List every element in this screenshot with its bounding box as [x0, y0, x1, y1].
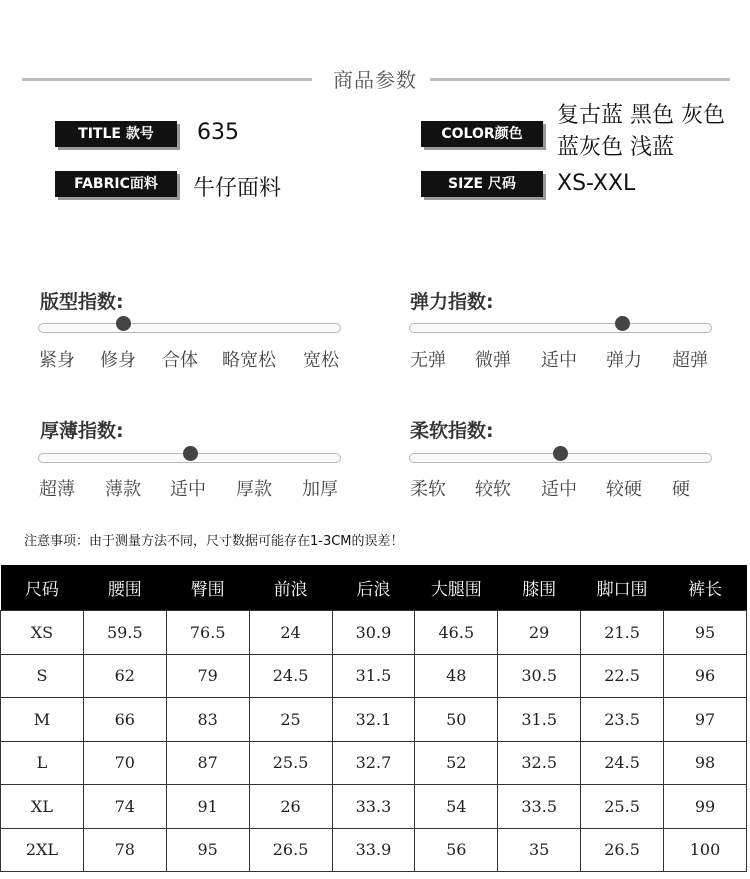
table-cell: 21.5: [581, 611, 664, 655]
table-cell: 35: [498, 828, 581, 872]
table-cell: XL: [1, 785, 84, 829]
table-cell: 31.5: [498, 698, 581, 742]
table-cell: 76.5: [166, 611, 249, 655]
header-rule-left: [22, 78, 312, 81]
elastic-index-track: [409, 323, 712, 333]
section-title: 商品参数: [333, 68, 417, 92]
size-table: [0, 565, 747, 872]
table-row: [1, 654, 747, 698]
table-cell: 74: [83, 785, 166, 829]
table-cell: 23.5: [581, 698, 664, 742]
table-cell: 22.5: [581, 654, 664, 698]
softness-option: 硬: [672, 479, 690, 500]
header-rule-right: [430, 78, 730, 81]
table-cell: 96: [664, 654, 747, 698]
column-header: 大腿围: [415, 565, 498, 611]
table-cell: 100: [664, 828, 747, 872]
table-cell: 32.7: [332, 741, 415, 785]
table-cell: 87: [166, 741, 249, 785]
fit-option: 紧身: [39, 350, 75, 371]
elastic-index-title: 弹力指数:: [410, 291, 494, 313]
fabric-value: 牛仔面料: [193, 176, 282, 201]
elastic-option: 微弹: [475, 350, 511, 371]
column-header: 裤长: [664, 565, 747, 611]
elastic-option: 适中: [541, 350, 577, 371]
column-header: 腰围: [83, 565, 166, 611]
table-cell: M: [1, 698, 84, 742]
measurement-notice: 注意事项：由于测量方法不同，尺寸数据可能存在1-3CM的误差！: [24, 534, 404, 549]
table-cell: 59.5: [83, 611, 166, 655]
thickness-index-marker: [183, 446, 198, 461]
table-cell: 62: [83, 654, 166, 698]
table-cell: 98: [664, 741, 747, 785]
fit-index-track: [38, 323, 341, 333]
thickness-option: 薄款: [105, 479, 141, 500]
table-cell: XS: [1, 611, 84, 655]
table-cell: 30.9: [332, 611, 415, 655]
fit-index-title: 版型指数:: [40, 291, 124, 313]
fit-option: 合体: [162, 350, 198, 371]
table-cell: 52: [415, 741, 498, 785]
table-cell: 24.5: [249, 654, 332, 698]
table-cell: 91: [166, 785, 249, 829]
table-cell: 66: [83, 698, 166, 742]
table-cell: 25.5: [249, 741, 332, 785]
table-cell: 54: [415, 785, 498, 829]
thickness-option: 厚款: [236, 479, 272, 500]
column-header: 臀围: [166, 565, 249, 611]
table-cell: 24.5: [581, 741, 664, 785]
table-row: [1, 698, 747, 742]
table-row: [1, 785, 747, 829]
table-cell: 70: [83, 741, 166, 785]
table-row: [1, 611, 747, 655]
color-value-line2: 蓝灰色 浅蓝: [557, 135, 674, 160]
softness-option: 适中: [541, 479, 577, 500]
elastic-option: 超弹: [672, 350, 708, 371]
column-header: 脚口围: [581, 565, 664, 611]
size-label: SIZE 尺码: [421, 171, 543, 197]
table-cell: 95: [166, 828, 249, 872]
color-value-line1: 复古蓝 黑色 灰色: [557, 103, 725, 128]
color-label: COLOR颜色: [421, 121, 543, 147]
table-cell: 31.5: [332, 654, 415, 698]
table-cell: 25: [249, 698, 332, 742]
thickness-option: 适中: [170, 479, 206, 500]
column-header: 膝围: [498, 565, 581, 611]
thickness-index-title: 厚薄指数:: [40, 420, 124, 442]
table-cell: 32.5: [498, 741, 581, 785]
softness-option: 较硬: [606, 479, 642, 500]
table-cell: 26.5: [581, 828, 664, 872]
fit-option: 宽松: [303, 350, 339, 371]
table-row: [1, 828, 747, 872]
table-header-row: [1, 565, 747, 611]
table-cell: 95: [664, 611, 747, 655]
table-cell: 30.5: [498, 654, 581, 698]
table-cell: 25.5: [581, 785, 664, 829]
table-cell: 33.5: [498, 785, 581, 829]
table-cell: 97: [664, 698, 747, 742]
table-cell: 26.5: [249, 828, 332, 872]
softness-option: 柔软: [410, 479, 446, 500]
elastic-option: 无弹: [410, 350, 446, 371]
table-cell: 83: [166, 698, 249, 742]
size-value: XS-XXL: [557, 171, 636, 196]
table-cell: 29: [498, 611, 581, 655]
table-cell: L: [1, 741, 84, 785]
table-cell: 2XL: [1, 828, 84, 872]
table-cell: 79: [166, 654, 249, 698]
table-cell: 26: [249, 785, 332, 829]
table-row: [1, 741, 747, 785]
column-header: 前浪: [249, 565, 332, 611]
softness-index-title: 柔软指数:: [410, 420, 494, 442]
fit-option: 略宽松: [222, 350, 276, 371]
table-cell: 32.1: [332, 698, 415, 742]
table-cell: 48: [415, 654, 498, 698]
table-cell: 46.5: [415, 611, 498, 655]
thickness-option: 加厚: [302, 479, 338, 500]
elastic-option: 弹力: [606, 350, 642, 371]
table-cell: 33.9: [332, 828, 415, 872]
softness-option: 较软: [475, 479, 511, 500]
title-label: TITLE 款号: [55, 121, 177, 147]
table-cell: 24: [249, 611, 332, 655]
table-cell: 33.3: [332, 785, 415, 829]
table-cell: 78: [83, 828, 166, 872]
table-cell: 56: [415, 828, 498, 872]
table-cell: S: [1, 654, 84, 698]
table-cell: 50: [415, 698, 498, 742]
title-value: 635: [197, 120, 239, 145]
fit-index-marker: [116, 316, 131, 331]
elastic-index-marker: [615, 316, 630, 331]
softness-index-marker: [553, 446, 568, 461]
fit-option: 修身: [100, 350, 136, 371]
column-header: 尺码: [1, 565, 84, 611]
thickness-option: 超薄: [39, 479, 75, 500]
table-cell: 99: [664, 785, 747, 829]
fabric-label: FABRIC面料: [55, 171, 177, 197]
column-header: 后浪: [332, 565, 415, 611]
